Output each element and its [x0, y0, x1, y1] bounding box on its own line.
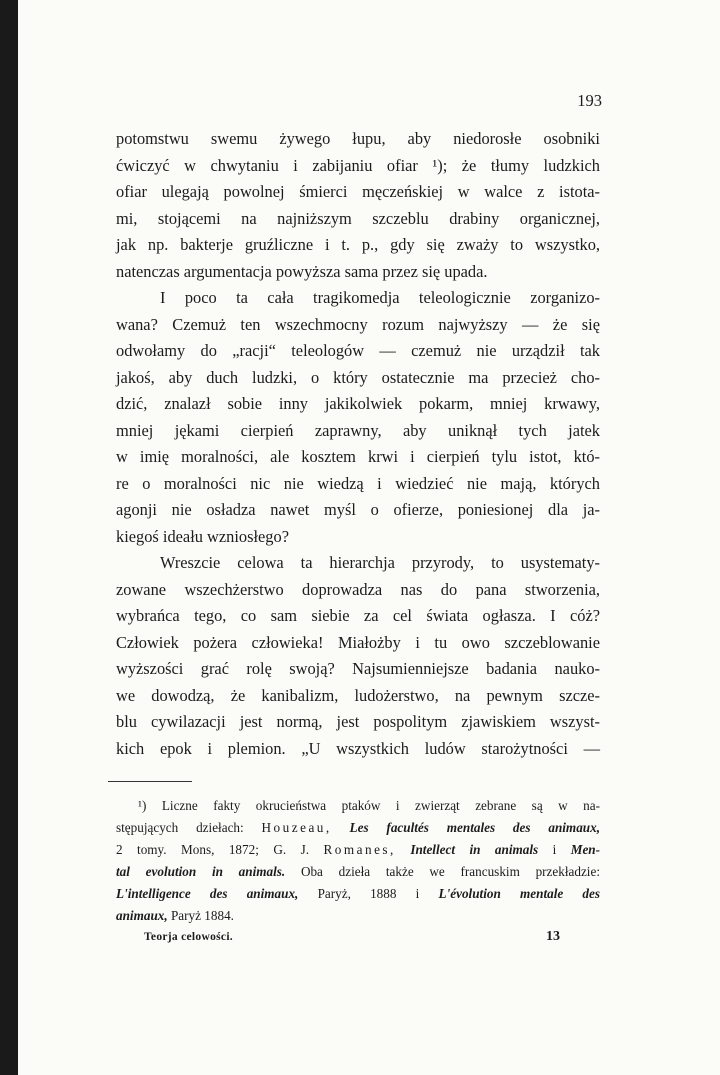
text-line: Wreszcie celowa ta hierarchja przyrody, to usystematy-: [160, 553, 600, 572]
footnote-line: [116, 795, 600, 817]
signature-mark: Teorja celowości.: [144, 931, 233, 943]
text-line: kich epok i plemion. „U wszystkich ludów starożytności —: [116, 738, 600, 758]
text-line: jakoś, aby duch ludzki, o który ostatecznie ma przecież cho-: [116, 367, 600, 387]
text-line: jak np. bakterje gruźliczne i t. p., gdy się zważy to wszystko,: [116, 235, 600, 254]
text-line: wybrańca tego, co sam siebie za cel świata ogłasza. I cóż?: [116, 606, 600, 625]
footnote-divider: [108, 781, 192, 782]
text-line: zowane wszechżerstwo doprowadza nas do pana stworzenia,: [116, 579, 600, 599]
footnote-text: i: [552, 842, 557, 857]
text-line: natenczas argumentacja powyższa sama przez się upada.: [116, 261, 488, 281]
footnote-author: Romanes,: [323, 842, 396, 857]
text-line: wyższości grać rolę swoją? Najsumienniejsze badania nauko-: [116, 659, 600, 678]
footnote-book-title: L'évolution mentale des: [438, 886, 600, 901]
footnote-text: Paryż 1884.: [170, 908, 234, 923]
footnote-book-title: Intellect in animals: [410, 842, 539, 857]
text-line: blu cywilazacji jest normą, jest pospolitym zjawiskiem wszyst-: [116, 712, 600, 731]
text-line: agonji nie osładza nawet myśl o ofierze, poniesionej dla ja-: [116, 500, 600, 519]
footnote-text: Oba dzieła także we francuskim przekładzie:: [300, 864, 600, 879]
footnote-marker: ¹): [138, 798, 147, 813]
text-line: I poco ta cała tragikomedja teleologicznie zorganizo-: [160, 288, 600, 307]
footnote-line: [116, 817, 600, 839]
paragraph-2: [116, 285, 600, 550]
paragraph-1: [116, 126, 600, 285]
footnote-book-title: tal evolution in animals.: [116, 864, 286, 879]
footnote-book-title: Les facultés mentales des animaux,: [349, 820, 601, 835]
text-line: kiegoś ideału wzniosłego?: [116, 526, 289, 546]
footnote-text: Liczne fakty okrucieństwa ptaków i zwierząt zebrane są w na-: [161, 798, 601, 813]
text-line: odwołamy do „racji“ teleologów — czemuż nie urządził tak: [116, 341, 600, 360]
footnote-book-title: Men-: [570, 842, 601, 857]
footnote-line: [116, 839, 600, 861]
text-line: mniej jękami cierpień zaprawny, aby uniknął tych jatek: [116, 420, 600, 440]
footnote-line: [116, 905, 600, 927]
paragraph-3: [116, 550, 600, 762]
text-line: we dowodzą, że kanibalizm, ludożerstwo, na pewnym szcze-: [116, 685, 600, 705]
footnote: [116, 795, 600, 927]
text-line: mi, stojącemi na najniższym szczeblu drabiny organicznej,: [116, 208, 600, 228]
text-line: w imię moralności, ale kosztem krwi i cierpień tylu istot, któ-: [116, 447, 600, 466]
footnote-text: stępujących dziełach:: [116, 820, 244, 835]
footnote-line: [116, 861, 600, 883]
text-line: wana? Czemuż ten wszechmocny rozum najwyższy — że się: [116, 314, 600, 334]
text-line: dzić, znalazł sobie inny jakikolwiek pokarm, mniej krwawy,: [116, 394, 600, 413]
text-line: Człowiek pożera człowieka! Miałożby i tu owo szczeblowanie: [116, 632, 600, 652]
footnote-author: Houzeau,: [261, 820, 332, 835]
footnote-book-title: animaux,: [116, 908, 168, 923]
sheet-number: 13: [546, 929, 560, 944]
page-number: 193: [577, 91, 602, 110]
footnote-line: [116, 883, 600, 905]
text-line: potomstwu swemu żywego łupu, aby niedorosłe osobniki: [116, 129, 600, 148]
footnote-text: Paryż, 1888 i: [317, 886, 420, 901]
text-line: ofiar ulegają powolnej śmierci męczeńskiej w walce z istota-: [116, 182, 600, 201]
footnote-book-title: L'intelligence des animaux,: [116, 886, 299, 901]
main-text: [116, 126, 600, 762]
footnote-text: 2 tomy. Mons, 1872; G. J.: [116, 842, 310, 857]
page-binding-edge: [0, 0, 18, 1075]
text-line: ćwiczyć w chwytaniu i zabijaniu ofiar ¹); że tłumy ludzkich: [116, 155, 600, 175]
text-line: re o moralności nic nie wiedzą i wiedzieć nie mają, których: [116, 473, 600, 493]
